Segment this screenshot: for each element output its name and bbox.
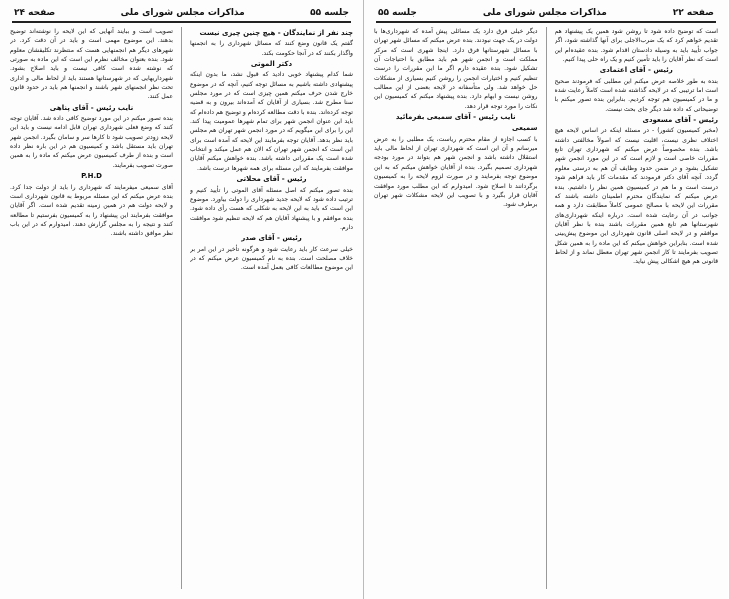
header-rule (376, 21, 716, 23)
column-left (10, 27, 173, 589)
publication-title: مذاکرات مجلس شورای ملی (482, 8, 607, 18)
speaker-heading: چند نفر از نمایندگان - هیچ چنین چیزی نیست (199, 29, 353, 37)
speaker-heading: سمیعی (512, 124, 538, 133)
session-label: صفحه ۲۲ (672, 8, 714, 18)
speaker-heading: رئیس - آقای اعتمادی (599, 66, 673, 75)
text-columns (374, 27, 718, 589)
page-header (10, 6, 353, 20)
column-divider (546, 27, 547, 589)
speaker-heading: رئیس - آقای مسعودی (642, 116, 718, 125)
page-header (374, 6, 718, 20)
paragraph: دیگر خیلی فرق دارد یک مسائلی پیش آمده که شهرداری‌ها با دولت در یک جهت نبودند. بنده عرض میکنم که مسائل شهر تهران با مسائل شهرستانها فرق دارد. اینجا شهری است که مرکز مملکت است و انجمن شهر هم باید مطابق با احتیاجات آن تشکیل شود. بنده عقیده دارم اگر ما این مقررات را درست تنظیم کنیم و اختیارات انجمن را روشن کنیم بسیاری از مشکلات حل خواهد شد. ولی متأسفانه در لایحه بعضی از این مطالب روشن نیست و ابهام دارد. بنده پیشنهاد میکنم که کمیسیون این نکات را مورد توجه قرار دهد. (374, 28, 538, 110)
page-number: جلسه ۵۵ (378, 8, 417, 18)
speaker-heading: رئیس - آقای محلاتی (236, 175, 307, 184)
column-left (374, 27, 538, 589)
paragraph: خیلی سرعت کار باید رعایت شود و هرگونه تأخیر در این امر بر خلاف مصلحت است. بنده به نام کمیسیون عرض میکنم که در این موضوع مطالعات کافی بعمل آمده است. (190, 245, 353, 272)
paragraph: شما کدام پیشنهاد خوبی دادید که قبول نشد، ما بدون اینکه پیشنهادی داشته باشیم به مسائل توجه کنیم، آنچه که در موضوع خارج شدن حرف میکنم همین چیزی است که در مورد مجلس سنا مطرح شد. بسیاری از آقایان که آمده‌اند بیرون و به قضیه توجه کرده‌اند. بنده با دقت مطالعه کرده‌ام و توضیح هم داده‌ام که باید این عنوان انجمن شهر برای تمام شهرها عمومیت پیدا کند. این را برای این میگویم که در مورد انجمن شهر تهران هم مجلس باید نظر بدهد. آقایان توجه بفرمایند این لایحه که آمده است برای این است که انجمن شهر تهران که الان هم عمل میکند و انتخاب شده است یک مقرراتی داشته باشد. بنده خواهش میکنم آقایان موافقت بفرمایند که این مسئله برای همه شهرها درست باشد. (190, 71, 353, 172)
page-left (0, 0, 364, 599)
session-label: صفحه ۲۴ (14, 8, 56, 18)
paragraph: (مخبر کمیسیون کشور) - در مسئله اینکه در اساس لایحه هیچ اختلاف نظری نیست، اقلیت نیست که اصولاً مخالفتی داشته باشد. بنده مخصوصاً عرض میکنم که شهرداری تهران تابع مقررات خاصی است و لازم است که در این مورد انجمن شهر تشکیل بشود و در ضمن حدود وظایف آن هم به درستی معلوم گردد. آنچه آقای دکتر فرمودند که مقدمات کار باید فراهم شود درست است و ما هم در کمیسیون همین نظر را داشتیم. بنده عرض میکنم که نمایندگان محترم اطمینان داشته باشند که مقررات این لایحه با مصالح عمومی کاملاً مطابقت دارد و همه جوانب در آن رعایت شده است. درباره اینکه شهرداری‌های شهرستانها هم تابع همین مقررات باشند بنده با نظر آقایان موافقم و در لایحه اصلی قانون شهرداری این موضوع پیش‌بینی شده است. بنابراین خواهش میکنم که این ماده را به همین شکل تصویب بفرمایند تا کار انجمن شهر تهران معطل نماند و از لحاظ قانونی هم هیچ اشکالی پیش نیاید. (554, 127, 718, 266)
paragraph: بنده به طور خلاصه عرض میکنم این مطلبی که فرمودند صحیح است اما ترتیبی که در لایحه گذاشته شده است کاملاً رعایت شده و ما در کمیسیون هم توجه کردیم. بنابراین بنده تصور میکنم با توضیحاتی که داده شد دیگر جای بحث نیست. (554, 77, 718, 113)
paragraph: بنده تصور میکنم که اصل مسئله آقای الموتی را تأیید کنیم و ترتیب داده شود که لایحه جدید شهرداری را دولت بیاورد. موضوع این است که باید به این لایحه به شکلی که هست رأی داده شود. بنده موافقم و با پیشنهاد آقایان هم که لایحه تنظیم شود موافقت دارم. (190, 186, 353, 231)
page-right (364, 0, 728, 599)
column-right (190, 27, 353, 589)
paragraph: بنده تصور میکنم در این مورد توضیح کافی داده شد. آقایان توجه کنند که وضع فعلی شهرداری تهران قابل ادامه نیست و باید این لایحه زودتر تصویب شود تا کارها سر و سامان بگیرد. انجمن شهر تهران باید مستقل باشد و کمیسیون هم در این باره نظر داده است و بنده از طرف کمیسیون عرض میکنم که ماده را به همین صورت تصویب بفرمایند. (10, 115, 173, 169)
speaker-heading: نایب رئیس - آقای پناهی (49, 103, 134, 112)
paragraph: با کسب اجازه از مقام محترم ریاست، یک مطلبی را به عرض میرسانم و آن این است که شهرداری تهران از لحاظ مالی باید استقلال داشته باشد و انجمن شهر هم بتواند در مورد بودجه شهرداری تصمیم بگیرد. بنده از آقایان خواهش میکنم که به این موضوع توجه بفرمایند و در صورت لزوم لایحه را به کمیسیون برگردانند تا اصلاح شود. امیدوارم که این مطلب مورد موافقت آقایان قرار بگیرد و با تصویب این لایحه مشکلات شهر تهران برطرف شود. (374, 135, 538, 209)
paragraph: گفتم یک قانون وضع کنند که مسائل شهرداری را به انجمنها واگذار بکنند که در آنجا حکومت بکند. (190, 40, 353, 57)
speaker-heading: رئیس - آقای صدر (241, 234, 302, 243)
paragraph: تصویب است و ببایند آنهایی که این لایحه را نوشته‌اند توضیح بدهند. این موضوع مهمی است و باید در آن دقت کرد. در شهرهای دیگر هم انجمنهایی هست که منتظرند تکلیفشان معلوم شود. بنده بعنوان مخالف نظرم این است که این ماده به صورتی که نوشته شده است کافی نیست و باید اصلاح بشود. شهرداریهایی که در شهرستانها هستند باید از لحاظ مالی و اداری تحت نظر انجمنهای شهر باشند و انجمنها هم باید در حدود قانون عمل کنند. (10, 28, 173, 101)
column-right (555, 27, 719, 589)
speaker-heading: P.H.D (81, 172, 102, 181)
paragraph: است که توضیح داده شود تا روشن شود همین یک پیشنهاد هم تقدیم خواهم کرد که یک ضرب‌الاجلی برای آنها گذاشته شود، اگر جواب تأیید باید به وسیله دادستان اقدام شود. بنده عقیده‌ام این است که نظر آقایان را باید تأمین کنیم و یک راه حلی پیدا کنیم. (554, 28, 718, 64)
speaker-heading: نایب رئیس - آقای سمیعی بفرمائید (395, 113, 516, 122)
paragraph: آقای سمیعی میفرمایند که شهرداری را باید از دولت جدا کرد. بنده عرض میکنم که این مسئله مربوط به قانون شهرداری است و لایحه دولت هم در همین زمینه تقدیم شده است. اگر آقایان موافقت بفرمایند این پیشنهاد را به کمیسیون بفرستیم تا مطالعه کنند و نتیجه را به مجلس گزارش دهند. امیدوارم که در این باب نظر موافق داشته باشند. (10, 183, 173, 238)
text-columns (10, 27, 353, 589)
header-rule (12, 21, 351, 23)
speaker-heading: دکتر الموتی (250, 60, 293, 69)
column-divider (181, 27, 182, 589)
publication-title: مذاکرات مجلس شورای ملی (120, 8, 245, 18)
page-number: جلسه ۵۵ (310, 8, 349, 18)
